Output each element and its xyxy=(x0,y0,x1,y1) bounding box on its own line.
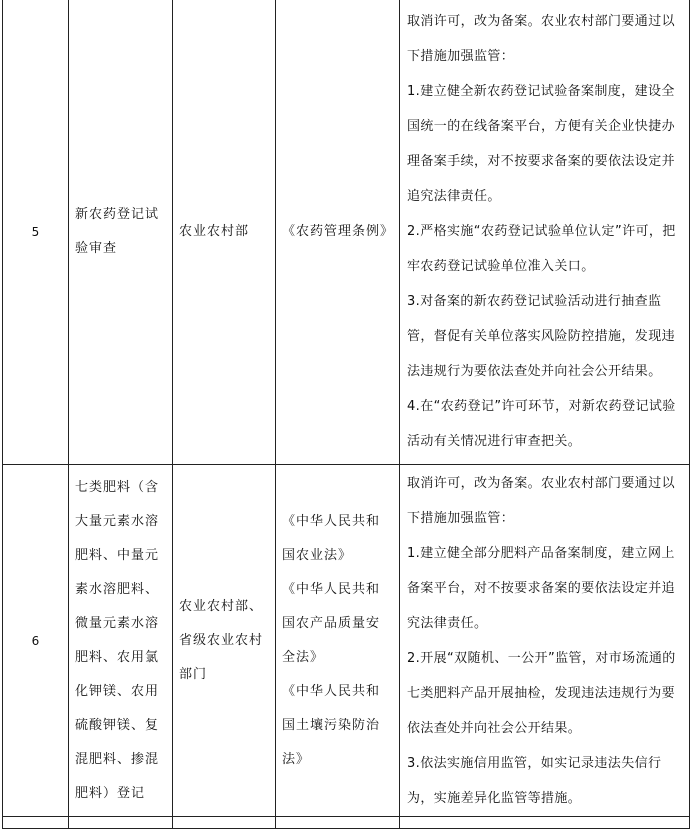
measures-list xyxy=(400,466,689,816)
measures-cell xyxy=(400,0,690,465)
basis-list xyxy=(276,505,399,777)
item-cell xyxy=(69,465,173,817)
reform-table xyxy=(2,0,690,829)
basis-item: 《中华人民共和国农产品质量安全法》 xyxy=(282,581,381,665)
table-row-partial xyxy=(3,817,690,829)
department-cell xyxy=(173,465,276,817)
basis-item: 《农药管理条例》 xyxy=(282,223,395,239)
table-row xyxy=(3,465,690,817)
basis-item: 《中华人民共和国农业法》 xyxy=(282,513,381,563)
row-number: 5 xyxy=(3,0,69,465)
measures-cell xyxy=(400,465,690,817)
measure-paragraph: 2.严格实施“农药登记试验单位认定”许可，把牢农药登记试验单位准入关口。 xyxy=(407,224,676,274)
measure-paragraph: 取消许可，改为备案。农业农村部门要通过以下措施加强监管： xyxy=(407,14,676,64)
basis-cell xyxy=(276,0,400,465)
row-number: 6 xyxy=(3,465,69,817)
measures-list xyxy=(400,4,689,459)
measure-paragraph: 2.开展“双随机、一公开”监管，对市场流通的七类肥料产品开展抽检，发现违法违规行为要依法查处并向社会公开结果。 xyxy=(407,650,676,736)
basis-cell xyxy=(276,465,400,817)
item-name: 七类肥料（含大量元素水溶肥料、中量元素水溶肥料、微量元素水溶肥料、农用氯化钾镁、农用硫酸钾镁、复混肥料、掺混肥料）登记 xyxy=(75,479,160,801)
department-name: 农业农村部、省级农业农村部门 xyxy=(179,598,264,682)
measure-paragraph: 4.在“农药登记”许可环节，对新农药登记试验活动有关情况进行审查把关。 xyxy=(407,399,676,449)
measure-paragraph: 取消许可，改为备案。农业农村部门要通过以下措施加强监管： xyxy=(407,475,676,526)
item-name: 新农药登记试验审查 xyxy=(75,206,160,256)
measure-paragraph: 1.建立健全新农药登记试验备案制度，建设全国统一的在线备案平台，方便有关企业快捷办理备案手续，对不按要求备案的要依法设定并追究法律责任。 xyxy=(407,84,676,204)
table-row xyxy=(3,0,690,465)
basis-item: 《中华人民共和国土壤污染防治法》 xyxy=(282,683,381,767)
basis-list xyxy=(276,215,399,249)
measure-paragraph: 3.依法实施信用监管，如实记录违法失信行为，实施差异化监管等措施。 xyxy=(407,755,662,806)
measure-paragraph: 1.建立健全部分肥料产品备案制度，建立网上备案平台，对不按要求备案的要依法设定并追究法律责任。 xyxy=(407,545,676,631)
item-cell xyxy=(69,0,173,465)
department-name: 农业农村部 xyxy=(179,223,250,239)
measure-paragraph: 3.对备案的新农药登记试验活动进行抽查监管，督促有关单位落实风险防控措施，发现违法违规行为要依法查处并向社会公开结果。 xyxy=(407,294,676,379)
department-cell xyxy=(173,0,276,465)
